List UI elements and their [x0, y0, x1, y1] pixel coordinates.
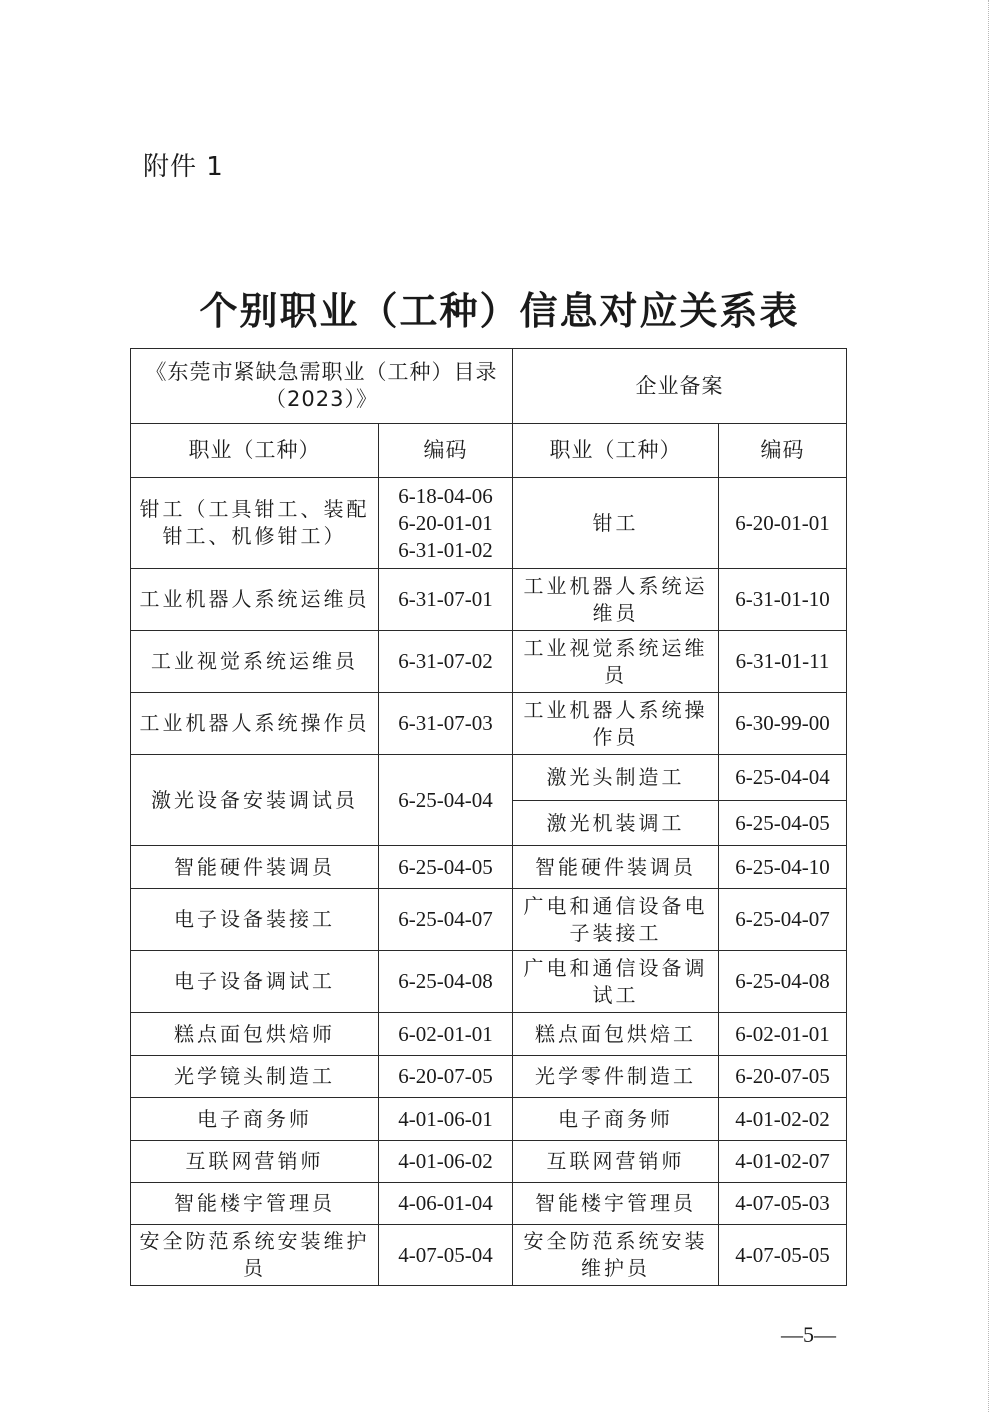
- catalog-code: 6-31-07-03: [379, 693, 513, 755]
- enterprise-occupation: 广电和通信设备调试工: [513, 951, 719, 1013]
- enterprise-code: 4-01-02-02: [719, 1098, 847, 1141]
- col-header-occupation-left: 职业（工种）: [131, 424, 379, 478]
- enterprise-occupation: 光学零件制造工: [513, 1056, 719, 1098]
- catalog-codes: [379, 478, 513, 569]
- enterprise-code: 6-25-04-10: [719, 846, 847, 889]
- group-header-catalog: 《东莞市紧缺急需职业（工种）目录（2023）》: [131, 349, 513, 424]
- table-row: [131, 755, 847, 801]
- catalog-code: 6-31-01-02: [398, 537, 493, 562]
- catalog-code: 4-01-06-02: [379, 1141, 513, 1183]
- catalog-occupation: 电子设备调试工: [131, 951, 379, 1013]
- catalog-occupation: 电子商务师: [131, 1098, 379, 1141]
- catalog-occupation: 互联网营销师: [131, 1141, 379, 1183]
- table-row: [131, 693, 847, 755]
- catalog-code: 4-06-01-04: [379, 1183, 513, 1225]
- table-row: [131, 1225, 847, 1286]
- col-header-code-right: 编码: [719, 424, 847, 478]
- catalog-occupation: 智能硬件装调员: [131, 846, 379, 889]
- enterprise-code: 6-25-04-08: [719, 951, 847, 1013]
- catalog-occupation: 电子设备装接工: [131, 889, 379, 951]
- enterprise-code: 6-25-04-05: [719, 801, 847, 846]
- enterprise-occupation: 智能硬件装调员: [513, 846, 719, 889]
- enterprise-occupation: 激光头制造工: [513, 755, 719, 801]
- table-row: [131, 1098, 847, 1141]
- page-number: —5—: [781, 1322, 836, 1347]
- page-title: 个别职业（工种）信息对应关系表: [199, 288, 800, 333]
- catalog-code: 6-25-04-05: [379, 846, 513, 889]
- enterprise-code: 6-31-01-11: [719, 631, 847, 693]
- table-row: [131, 951, 847, 1013]
- column-header-row: [131, 424, 847, 478]
- enterprise-code: 6-31-01-10: [719, 569, 847, 631]
- page-edge-line: [988, 0, 989, 1412]
- catalog-occupation: 安全防范系统安装维护员: [131, 1225, 379, 1286]
- table-row: [131, 846, 847, 889]
- col-header-occupation-right: 职业（工种）: [513, 424, 719, 478]
- catalog-code: 6-20-01-01: [398, 510, 493, 535]
- catalog-code: 6-31-07-01: [379, 569, 513, 631]
- catalog-occupation: 工业机器人系统操作员: [131, 693, 379, 755]
- enterprise-occupation: 钳工: [513, 478, 719, 569]
- enterprise-occupation: 激光机装调工: [513, 801, 719, 846]
- occupation-mapping-table: [130, 348, 847, 1286]
- enterprise-code: 4-07-05-03: [719, 1183, 847, 1225]
- catalog-occupation: 钳工（工具钳工、装配钳工、机修钳工）: [131, 478, 379, 569]
- enterprise-occupation: 广电和通信设备电子装接工: [513, 889, 719, 951]
- enterprise-occupation: 智能楼宇管理员: [513, 1183, 719, 1225]
- catalog-code: 6-25-04-07: [379, 889, 513, 951]
- enterprise-code: 6-25-04-07: [719, 889, 847, 951]
- attachment-label: 附件 1: [143, 152, 224, 182]
- enterprise-code: 6-20-07-05: [719, 1056, 847, 1098]
- enterprise-occupation: 工业机器人系统运维员: [513, 569, 719, 631]
- enterprise-occupation: 工业视觉系统运维员: [513, 631, 719, 693]
- catalog-occupation: 激光设备安装调试员: [131, 755, 379, 846]
- catalog-occupation: 光学镜头制造工: [131, 1056, 379, 1098]
- enterprise-occupation: 糕点面包烘焙工: [513, 1013, 719, 1056]
- table-row: [131, 1183, 847, 1225]
- table-row: [131, 631, 847, 693]
- catalog-code: 6-20-07-05: [379, 1056, 513, 1098]
- enterprise-code: 4-01-02-07: [719, 1141, 847, 1183]
- enterprise-code: 4-07-05-05: [719, 1225, 847, 1286]
- catalog-occupation: 工业视觉系统运维员: [131, 631, 379, 693]
- catalog-code: 4-01-06-01: [379, 1098, 513, 1141]
- enterprise-code: 6-30-99-00: [719, 693, 847, 755]
- catalog-code: 6-18-04-06: [398, 483, 493, 508]
- catalog-code: 6-25-04-04: [379, 755, 513, 846]
- catalog-occupation: 工业机器人系统运维员: [131, 569, 379, 631]
- group-header-row: [131, 349, 847, 424]
- table-row: [131, 889, 847, 951]
- enterprise-code: 6-20-01-01: [719, 478, 847, 569]
- enterprise-code: 6-25-04-04: [719, 755, 847, 801]
- catalog-occupation: 糕点面包烘焙师: [131, 1013, 379, 1056]
- enterprise-occupation: 互联网营销师: [513, 1141, 719, 1183]
- catalog-occupation: 智能楼宇管理员: [131, 1183, 379, 1225]
- catalog-code: 6-31-07-02: [379, 631, 513, 693]
- catalog-code: 6-25-04-08: [379, 951, 513, 1013]
- catalog-code: 4-07-05-04: [379, 1225, 513, 1286]
- enterprise-occupation: 安全防范系统安装维护员: [513, 1225, 719, 1286]
- table-row: [131, 1141, 847, 1183]
- col-header-code-left: 编码: [379, 424, 513, 478]
- group-header-enterprise: 企业备案: [513, 349, 847, 424]
- catalog-code: 6-02-01-01: [379, 1013, 513, 1056]
- enterprise-occupation: 工业机器人系统操作员: [513, 693, 719, 755]
- enterprise-occupation: 电子商务师: [513, 1098, 719, 1141]
- enterprise-code: 6-02-01-01: [719, 1013, 847, 1056]
- table-row: [131, 478, 847, 569]
- table-row: [131, 569, 847, 631]
- table-row: [131, 1056, 847, 1098]
- table-row: [131, 1013, 847, 1056]
